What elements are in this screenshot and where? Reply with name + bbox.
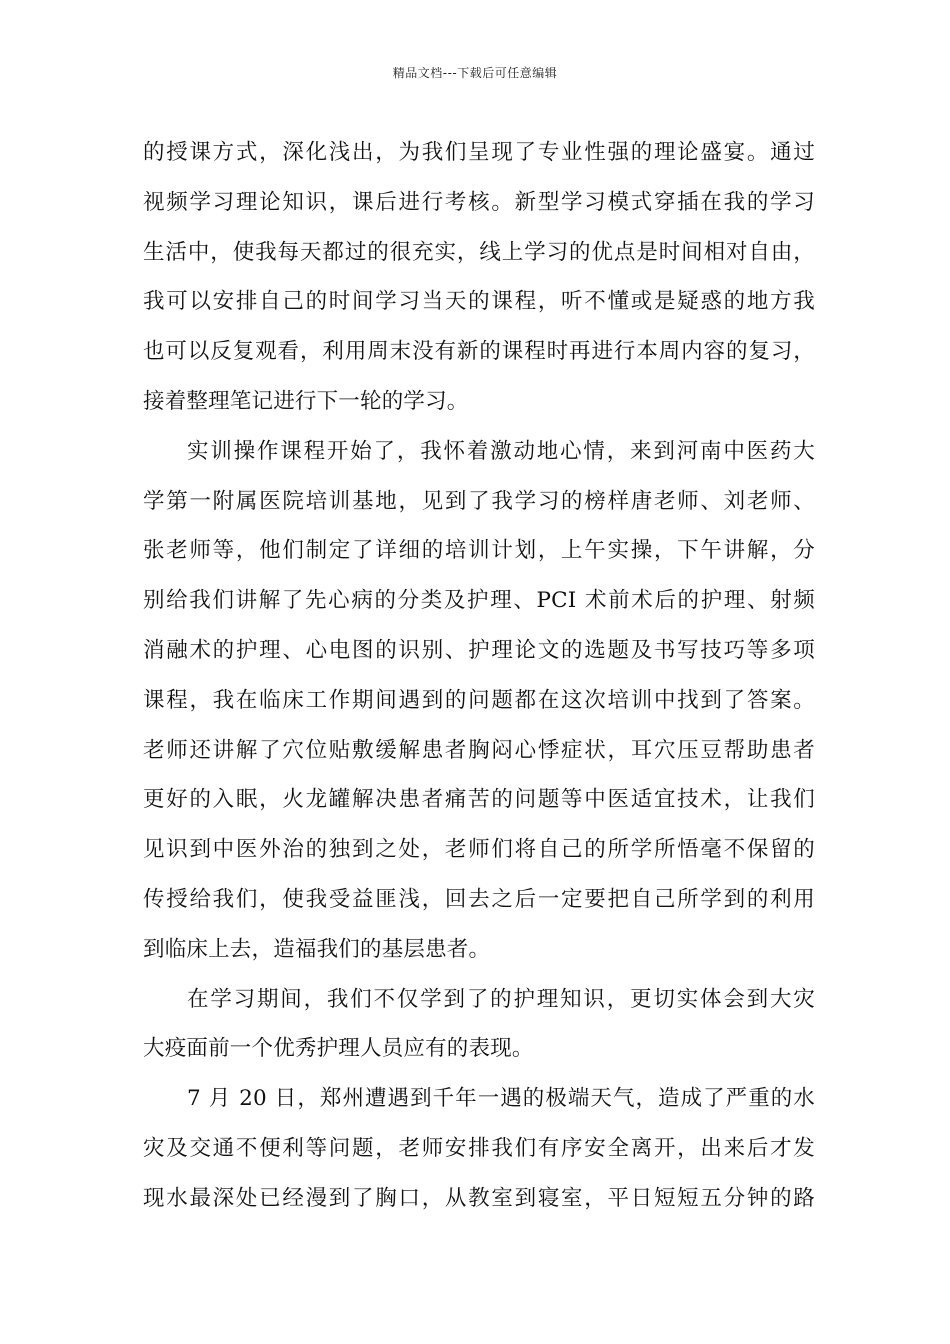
text-line: 现水最深处已经漫到了胸口，从教室到寝室，平日短短五分钟的路 (143, 1185, 815, 1211)
page-header: 精品文档---下载后可任意编辑 (392, 66, 558, 80)
text-line: 别给我们讲解了先心病的分类及护理、PCI 术前术后的护理、射频 (143, 588, 815, 614)
text-line: 接着整理笔记进行下一轮的学习。 (143, 388, 469, 414)
document-body (143, 128, 815, 1224)
paragraph-2 (143, 427, 815, 975)
text-line: 张老师等，他们制定了详细的培训计划，上午实操，下午讲解，分 (143, 538, 815, 564)
text-line: 的授课方式，深化浅出，为我们呈现了专业性强的理论盛宴。通过 (143, 140, 815, 165)
text-line: 老师还讲解了穴位贴敷缓解患者胸闷心悸症状，耳穴压豆帮助患者 (143, 737, 815, 763)
paragraph-3 (143, 975, 815, 1075)
text-line: 生活中，使我每天都过的很充实，线上学习的优点是时间相对自由， (143, 239, 815, 265)
paragraph-1 (143, 128, 815, 427)
text-line: 传授给我们，使我受益匪浅，回去之后一定要把自己所学到的利用 (143, 886, 815, 912)
text-line: 更好的入眠，火龙罐解决患者痛苦的问题等中医适宜技术，让我们 (143, 787, 815, 813)
text-line: 见识到中医外治的独到之处，老师们将自己的所学所悟毫不保留的 (143, 837, 815, 863)
text-line: 我可以安排自己的时间学习当天的课程，听不懂或是疑惑的地方我 (143, 289, 815, 315)
text-line: 大疫面前一个优秀护理人员应有的表现。 (143, 1036, 534, 1062)
paragraph-4 (143, 1074, 815, 1223)
text-line: 到临床上去，造福我们的基层患者。 (143, 936, 491, 962)
text-line: 也可以反复观看，利用周末没有新的课程时再进行本周内容的复习， (143, 339, 815, 365)
text-line: 在学习期间，我们不仅学到了的护理知识，更切实体会到大灾 (187, 986, 815, 1012)
text-line: 灾及交通不便利等问题，老师安排我们有序安全离开，出来后才发 (143, 1135, 815, 1161)
text-line: 消融术的护理、心电图的识别、护理论文的选题及书写技巧等多项 (143, 637, 815, 663)
text-line: 视频学习理论知识，课后进行考核。新型学习模式穿插在我的学习 (143, 189, 815, 215)
text-line: 学第一附属医院培训基地，见到了我学习的榜样唐老师、刘老师、 (143, 488, 815, 514)
text-line: 实训操作课程开始了，我怀着激动地心情，来到河南中医药大 (187, 438, 815, 464)
text-line: 课程，我在临床工作期间遇到的问题都在这次培训中找到了答案。 (143, 687, 815, 713)
text-line: 7 月 20 日，郑州遭遇到千年一遇的极端天气，造成了严重的水 (187, 1086, 815, 1112)
